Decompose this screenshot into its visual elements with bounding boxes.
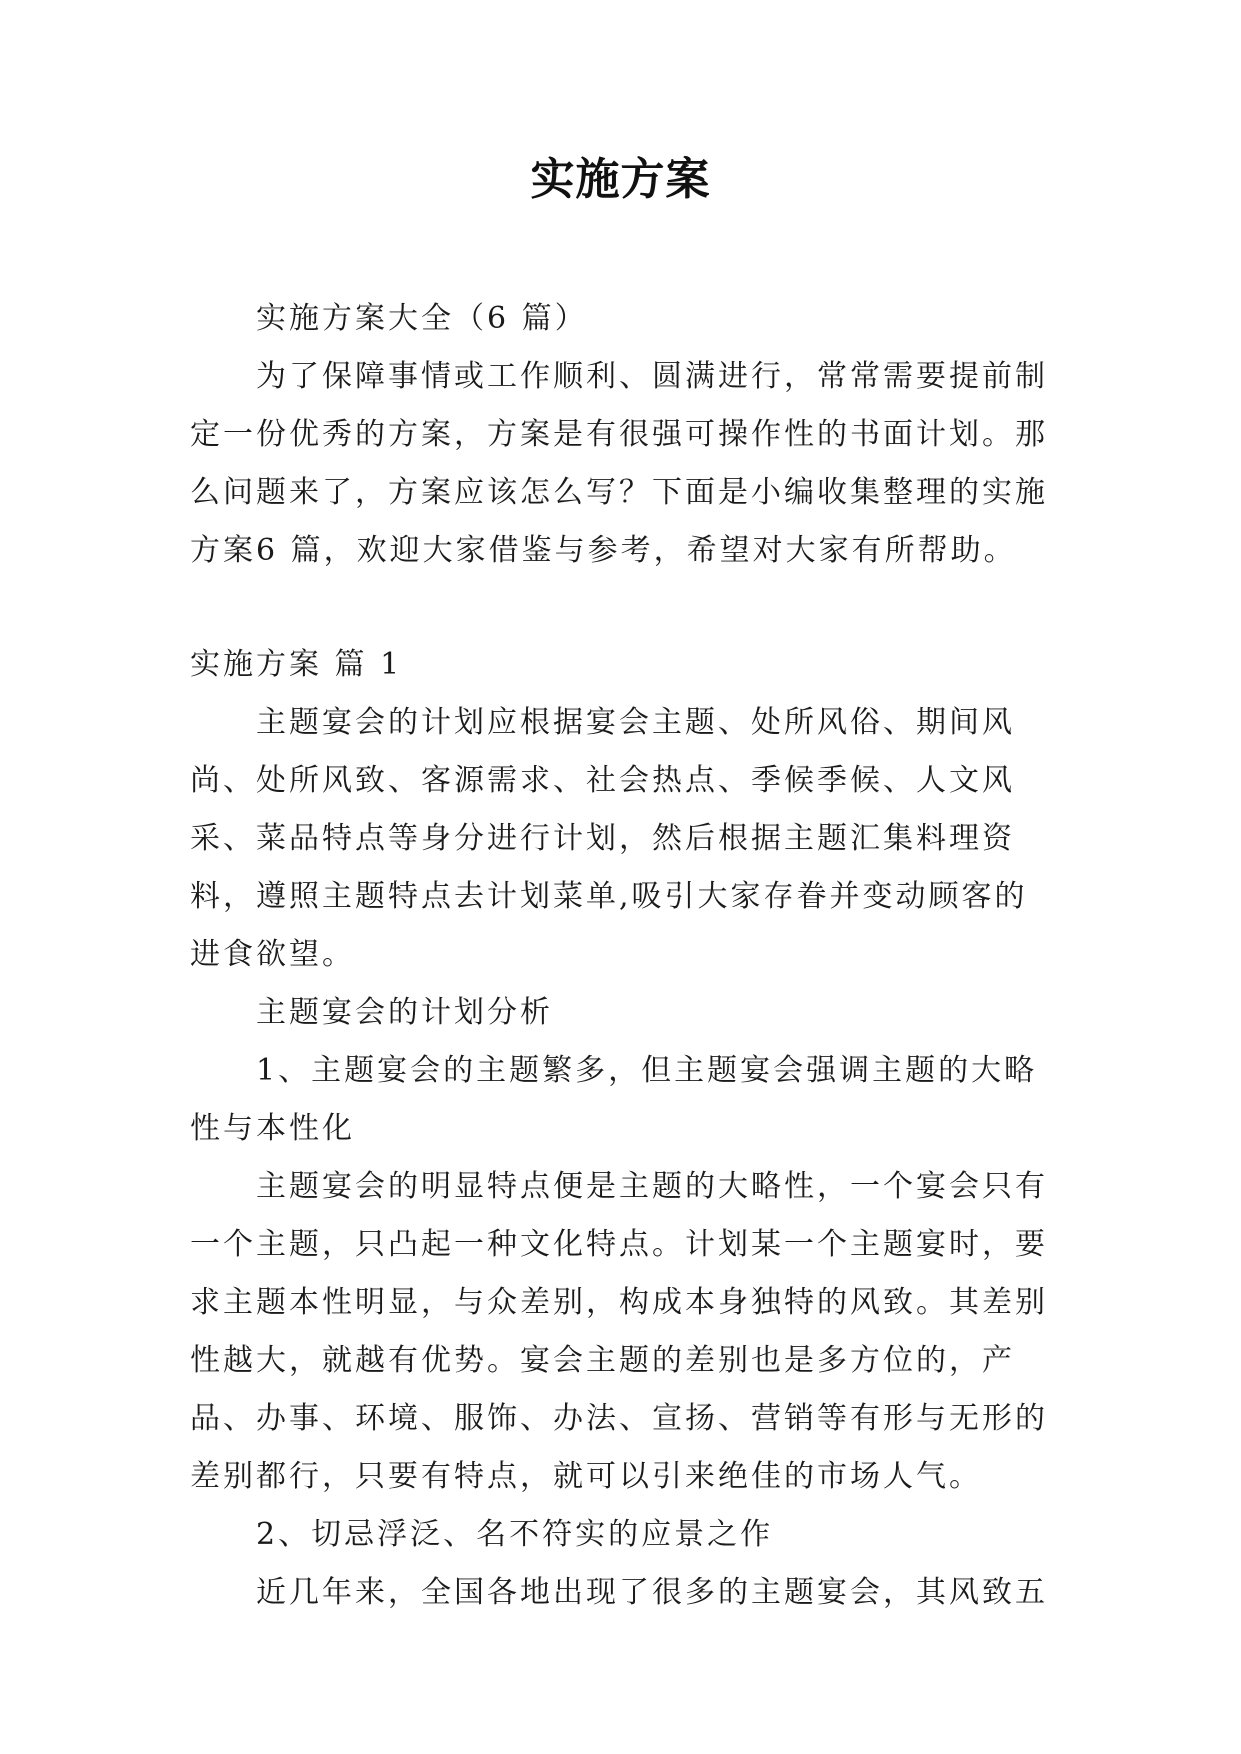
section-1-point-1: 1、主题宴会的主题繁多，但主题宴会强调主题的大略性与本性化 bbox=[190, 1053, 1038, 1146]
intro-paragraph: 为了保障事情或工作顺利、圆满进行，常常需要提前制定一份优秀的方案，方案是有很强可操作性的书面计划。那么问题来了，方案应该怎么写？下面是小编收集整理的实施方案6 篇，欢迎大家借鉴与参考，希望对大家有所帮助。 bbox=[190, 359, 1048, 568]
document-subtitle: 实施方案大全（6 篇） bbox=[256, 301, 588, 336]
section-1-paragraph-3: 近几年来，全国各地出现了很多的主题宴会，其风致五 bbox=[256, 1575, 1048, 1610]
section-1-point-2: 2、切忌浮泛、名不符实的应景之作 bbox=[256, 1517, 774, 1552]
section-1-subheading: 主题宴会的计划分析 bbox=[256, 995, 553, 1030]
document-title: 实施方案 bbox=[530, 154, 711, 205]
document-body bbox=[190, 290, 1050, 1622]
section-1-paragraph-2: 主题宴会的明显特点便是主题的大略性，一个宴会只有一个主题，只凸起一种文化特点。计划某一个主题宴时，要求主题本性明显，与众差别，构成本身独特的风致。其差别性越大，就越有优势。宴会主题的差别也是多方位的，产品、办事、环境、服饰、办法、宣扬、营销等有形与无形的差别都行，只要有特点，就可以引来绝佳的市场人气。 bbox=[190, 1169, 1048, 1494]
section-1-paragraph-1: 主题宴会的计划应根据宴会主题、处所风俗、期间风尚、处所风致、客源需求、社会热点、季候季候、人文风采、菜品特点等身分进行计划，然后根据主题汇集料理资料，遵照主题特点去计划菜单,吸引大家存眷并变动顾客的进食欲望。 bbox=[190, 705, 1028, 972]
section-1-heading: 实施方案 篇 1 bbox=[190, 647, 403, 682]
